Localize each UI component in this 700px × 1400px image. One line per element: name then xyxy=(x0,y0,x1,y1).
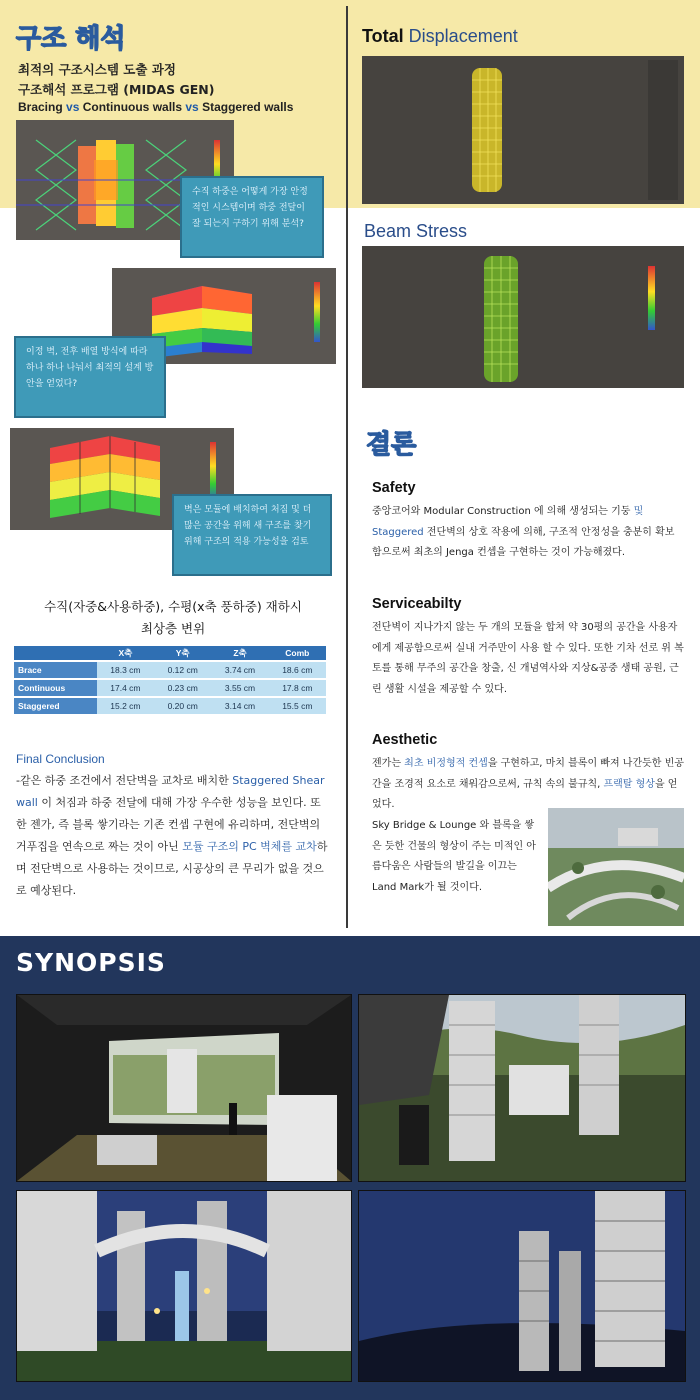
total-displacement-render xyxy=(362,56,684,204)
vs-separator: vs xyxy=(62,100,83,114)
skybridge-render xyxy=(548,808,684,926)
aerial-view-image xyxy=(359,995,685,1181)
table-caption-line-1: 수직(자중&사용하중), 수평(x축 풍하중) 재하시 xyxy=(44,599,302,614)
vs-staggered: Staggered walls xyxy=(202,100,294,114)
final-highlight: Staggered Shear wall xyxy=(16,774,325,809)
serviceability-heading: Serviceabilty xyxy=(372,596,462,612)
interior-view-image xyxy=(17,995,351,1181)
night-towers-image xyxy=(359,1191,685,1381)
table-header xyxy=(14,646,97,661)
safety-text: 전단벽의 상호 작용에 의해, 구조적 안정성을 충분히 확보함으로써 최초의 Jenga 컨셉을 구현하는 것이 가능해졌다. xyxy=(372,526,675,558)
column-divider xyxy=(346,6,348,928)
table-cell: Brace xyxy=(14,661,97,679)
section-title-structural-analysis: 구조 해석 xyxy=(16,24,126,54)
final-conclusion-title: Final Conclusion xyxy=(16,752,105,766)
table-cell: 15.2 cm xyxy=(97,697,154,714)
aes-text: 을 얻었다. xyxy=(372,778,678,810)
table-row xyxy=(14,679,326,697)
speech-bubble-1: 수직 하중은 어떻게 가장 안정적인 시스템이며 하중 전달이 잘 되는지 구하기 위해 분석? xyxy=(180,176,324,258)
table-cell: 0.20 cm xyxy=(154,697,211,714)
table-cell: 18.3 cm xyxy=(97,661,154,679)
total-word: Total xyxy=(362,26,404,46)
table-caption-line-2: 최상층 변위 xyxy=(140,621,206,636)
displacement-word: Displacement xyxy=(403,26,518,46)
safety-text: 중앙코어와 Modular Construction 에 의해 생성되는 기둥 xyxy=(372,506,634,517)
table-header: Z축 xyxy=(211,646,268,661)
final-text: 이 처짐과 하중 전달에 대해 가장 우수한 성능을 보인다. 또한 젠가, 즉 블록 쌓기라는 기존 컨셉 구현에 유리하며, 전단벽의 거푸집을 연속으로 짜는 것이 아닌 xyxy=(16,796,321,853)
table-header: Comb xyxy=(269,646,326,661)
aes-highlight: 프랙탈 형상 xyxy=(603,778,655,790)
skybridge-image xyxy=(548,808,684,926)
speech-bubble-3: 벽은 모듈에 배치하여 처짐 및 더 많은 공간을 위해 새 구조를 찾기 위해 구조의 적용 가능성을 검토 xyxy=(172,494,332,576)
table-cell: Continuous xyxy=(14,679,97,697)
beam-stress-render xyxy=(362,246,684,388)
beam-stress-title: Beam Stress xyxy=(364,221,468,241)
synopsis-panel-2 xyxy=(358,994,686,1182)
table-cell: 3.74 cm xyxy=(211,661,268,679)
table-cell: 0.12 cm xyxy=(154,661,211,679)
speech-bubble-2: 이정 벽, 전후 배열 방식에 따라 하나 하나 나눠서 최적의 설계 방안을 얻었다? xyxy=(14,336,166,418)
total-displacement-title xyxy=(362,26,518,47)
aes-text: 젠가는 xyxy=(372,758,405,769)
displacement-tower-image xyxy=(362,56,684,204)
synopsis-title: SYNOPSIS xyxy=(16,948,166,977)
table-cell: 15.5 cm xyxy=(269,697,326,714)
vs-bracing: Bracing xyxy=(18,100,63,114)
night-plaza-image xyxy=(17,1191,351,1381)
final-text: -같은 하중 조건에서 전단벽을 교차로 배치한 xyxy=(16,774,233,787)
aesthetic-body-2: Sky Bridge & Lounge 와 블록을 쌓은 듯한 건물의 형상이 주는 미적인 아름다움은 사람들의 발길을 이끄는 Land Mark가 될 것이다. xyxy=(372,820,536,893)
safety-heading: Safety xyxy=(372,480,416,496)
table-header-row xyxy=(14,646,326,661)
table-cell: Staggered xyxy=(14,697,97,714)
table-header: X축 xyxy=(97,646,154,661)
synopsis-panel-3 xyxy=(16,1190,352,1382)
table-cell: 3.55 cm xyxy=(211,679,268,697)
subtitle-line-2: 구조해석 프로그램 (MIDAS GEN) xyxy=(18,82,215,97)
synopsis-panel-1 xyxy=(16,994,352,1182)
serviceability-body: 전단벽이 지나가지 않는 두 개의 모듈을 합쳐 약 30평의 공간을 사용자에게 제공함으로써 실내 거주만이 사용 할 수 있다. 또한 기차 선로 위 복토를 통해 무주의 공간을 창출, 신 개념역사와 지상&공중 생태 공원, 근린 생활 시설을 제공할 수 있다. xyxy=(372,622,684,695)
safety-body xyxy=(372,502,684,564)
aes-highlight: 최초 비정형적 컨셉 xyxy=(404,758,488,769)
vs-separator: vs xyxy=(182,100,203,114)
comparison-line xyxy=(18,100,293,114)
final-text: 하며 전단벽으로 사용하는 것이므로, 시공상의 큰 무리가 없을 것으로 예상된다. xyxy=(16,840,328,897)
table-header: Y축 xyxy=(154,646,211,661)
synopsis-panel-4 xyxy=(358,1190,686,1382)
table-cell: 0.23 cm xyxy=(154,679,211,697)
subtitle-line-1: 최적의 구조시스템 도출 과정 xyxy=(18,62,176,77)
table-cell: 17.8 cm xyxy=(269,679,326,697)
beam-stress-tower-image xyxy=(362,246,684,388)
table-cell: 3.14 cm xyxy=(211,697,268,714)
aesthetic-body xyxy=(372,754,684,816)
aes-text: 을 구현하고, 마치 블록이 빠져 나간듯한 빈공간을 조경적 요소로 채워감으로써, 규칙 속의 불규칙, xyxy=(372,758,684,790)
conclusion-title: 결론 xyxy=(366,430,417,460)
safety-highlight: 및 Staggered xyxy=(372,506,644,538)
final-highlight: 모듈 구조의 PC 벽체를 교차 xyxy=(182,840,317,853)
aesthetic-heading: Aesthetic xyxy=(372,732,438,748)
table-cell: 17.4 cm xyxy=(97,679,154,697)
table-cell: 18.6 cm xyxy=(269,661,326,679)
table-row xyxy=(14,697,326,714)
vs-continuous: Continuous walls xyxy=(82,100,183,114)
final-conclusion-body xyxy=(16,770,330,902)
displacement-table xyxy=(14,646,326,714)
table-row xyxy=(14,661,326,679)
